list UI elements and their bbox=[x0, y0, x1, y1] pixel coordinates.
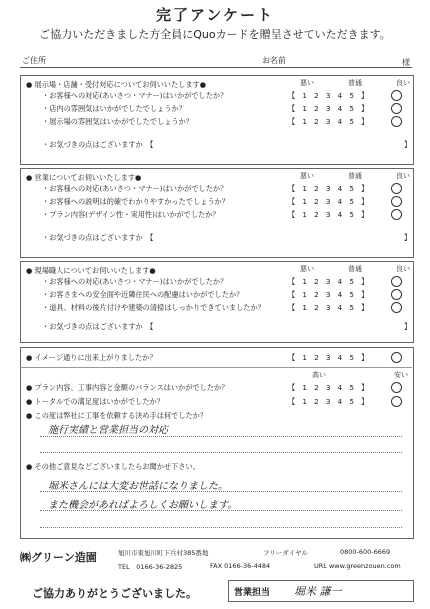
section-heading: ● 営業についてお伺いいたします● bbox=[26, 173, 142, 182]
page-subtitle: ご協力いただきました方全員にQuoカードを贈呈させていただきます。 bbox=[39, 28, 391, 41]
question-row: ・お客さまへの安全面や近隣住民への配慮はいかがでしたか？ bbox=[42, 290, 244, 299]
comment-close-bracket: 】 bbox=[404, 322, 412, 331]
comment-label: ・お気づきの点はございますか 【 bbox=[42, 233, 154, 242]
scale-bad-label: 悪い bbox=[300, 79, 314, 87]
selected-rating-circle bbox=[391, 289, 402, 300]
scale-cheap-label: 安い bbox=[394, 371, 408, 379]
rating-scale: 【 1 2 3 4 5 】 bbox=[288, 303, 369, 312]
comment-close-bracket: 】 bbox=[404, 140, 412, 149]
rating-scale: 【 1 2 3 4 5 】 bbox=[288, 290, 369, 299]
answer-line bbox=[40, 527, 402, 528]
selected-rating-circle bbox=[391, 382, 402, 393]
rating-scale: 【 1 2 3 4 5 】 bbox=[288, 197, 369, 206]
question-total: ● トータルでの満足度はいかがでしたか？ bbox=[26, 397, 164, 406]
rating-scale: 【 1 2 3 4 5 】 bbox=[288, 91, 369, 100]
selected-rating-circle bbox=[391, 302, 402, 313]
selected-rating-circle bbox=[391, 352, 402, 363]
selected-rating-circle bbox=[391, 90, 402, 101]
answer-line bbox=[40, 436, 402, 437]
address-line bbox=[20, 67, 412, 68]
scale-normal-label: 普通 bbox=[348, 172, 362, 180]
question-row: ・展示場の雰囲気はいかがでしたでしょうか？ bbox=[42, 117, 193, 126]
rating-scale: 【 1 2 3 4 5 】 bbox=[288, 104, 369, 113]
question-row: ・道具、材料の後片付けや建築の清掃はしっかりできていましたか？ bbox=[42, 303, 265, 312]
selected-rating-circle bbox=[391, 209, 402, 220]
scale-good-label: 良い bbox=[396, 172, 410, 180]
answer-line bbox=[40, 510, 402, 511]
reason-answer: 施行実績と営業担当の対応 bbox=[48, 425, 168, 436]
answer-line bbox=[40, 452, 402, 453]
staff-name: 堀米 謙一 bbox=[294, 585, 342, 598]
freedial-label: フリーダイヤル bbox=[263, 549, 309, 557]
section-heading: ● 現場職人についてお伺いいたします● bbox=[26, 266, 156, 275]
company-logo: ㈱グリーン造園 bbox=[20, 551, 97, 564]
comment-label: ・お気づきの点はございますか 【 bbox=[42, 322, 154, 331]
freedial-number: 0800-600-6669 bbox=[340, 548, 391, 556]
other-answer-line2: また機会があればよろしくお願いします。 bbox=[48, 500, 238, 511]
selected-rating-circle bbox=[391, 116, 402, 127]
selected-rating-circle bbox=[391, 276, 402, 287]
question-row: ・お客様への対応(あいさつ・マナー)はいかがでしたか？ bbox=[42, 91, 228, 100]
scale-good-label: 良い bbox=[396, 79, 410, 87]
scale-normal-label: 普通 bbox=[348, 265, 362, 273]
company-fax: FAX 0166-36-4484 bbox=[210, 562, 271, 570]
thanks-text: ご協力ありがとうございました。 bbox=[32, 587, 197, 600]
answer-line bbox=[40, 491, 402, 492]
company-address: 旭川市東旭川町下兵村385番地 bbox=[118, 549, 209, 557]
staff-label: 営業担当 bbox=[234, 588, 271, 598]
company-tel: TEL 0166-36-2825 bbox=[118, 563, 183, 571]
selected-rating-circle bbox=[391, 183, 402, 194]
question-image: ● イメージ通りに出来上がりましたか？ bbox=[26, 353, 157, 362]
divider bbox=[20, 367, 412, 368]
rating-scale: 【 1 2 3 4 5 】 bbox=[288, 210, 369, 219]
scale-good-label: 良い bbox=[396, 265, 410, 273]
question-other: ● その他ご意見などございましたらお聞かせ下さい。 bbox=[26, 462, 200, 471]
scale-high-label: 高い bbox=[312, 371, 326, 379]
comment-close-bracket: 】 bbox=[404, 233, 412, 242]
scale-normal-label: 普通 bbox=[348, 79, 362, 87]
name-label: お名前 bbox=[262, 56, 286, 65]
rating-scale: 【 1 2 3 4 5 】 bbox=[288, 353, 369, 362]
rating-scale: 【 1 2 3 4 5 】 bbox=[288, 277, 369, 286]
rating-scale: 【 1 2 3 4 5 】 bbox=[288, 383, 369, 392]
rating-scale: 【 1 2 3 4 5 】 bbox=[288, 184, 369, 193]
selected-rating-circle bbox=[391, 196, 402, 207]
scale-bad-label: 悪い bbox=[300, 265, 314, 273]
comment-label: ・お気づきの点はございますか 【 bbox=[42, 140, 154, 149]
scale-bad-label: 悪い bbox=[300, 172, 314, 180]
question-row: ・お客様への対応(あいさつ・マナー)はいかがでしたか？ bbox=[42, 184, 228, 193]
question-row: ・お客様への説明は的確でわかりやすかったでしょうか？ bbox=[42, 197, 229, 206]
other-answer-line1: 堀米さんには大変お世話になりました。 bbox=[48, 481, 228, 492]
question-price: ● プラン内容、工事内容と金額のバランスはいかがでしたか？ bbox=[26, 383, 229, 392]
question-row: ・プラン内容(デザイン性・実用性)はいかがでしたか？ bbox=[42, 210, 220, 219]
rating-scale: 【 1 2 3 4 5 】 bbox=[288, 117, 369, 126]
company-url: URL www.greenzouen.com bbox=[314, 562, 401, 570]
address-label: ご住所 bbox=[22, 56, 46, 65]
section-heading: ● 展示場・店舗・受付対応についてお伺いいたします● bbox=[26, 80, 206, 89]
name-suffix: 様 bbox=[402, 58, 410, 67]
question-row: ・店内の雰囲気はいかがでしたでしょうか？ bbox=[42, 104, 186, 113]
selected-rating-circle bbox=[391, 103, 402, 114]
question-reason: ● この度は弊社に工事を依頼する決め手は何でしたか？ bbox=[26, 411, 208, 420]
question-row: ・お客様への対応(あいさつ・マナー)はいかがでしたか？ bbox=[42, 277, 228, 286]
selected-rating-circle bbox=[391, 396, 402, 407]
rating-scale: 【 1 2 3 4 5 】 bbox=[288, 397, 369, 406]
page-title: 完了アンケート bbox=[155, 6, 275, 24]
